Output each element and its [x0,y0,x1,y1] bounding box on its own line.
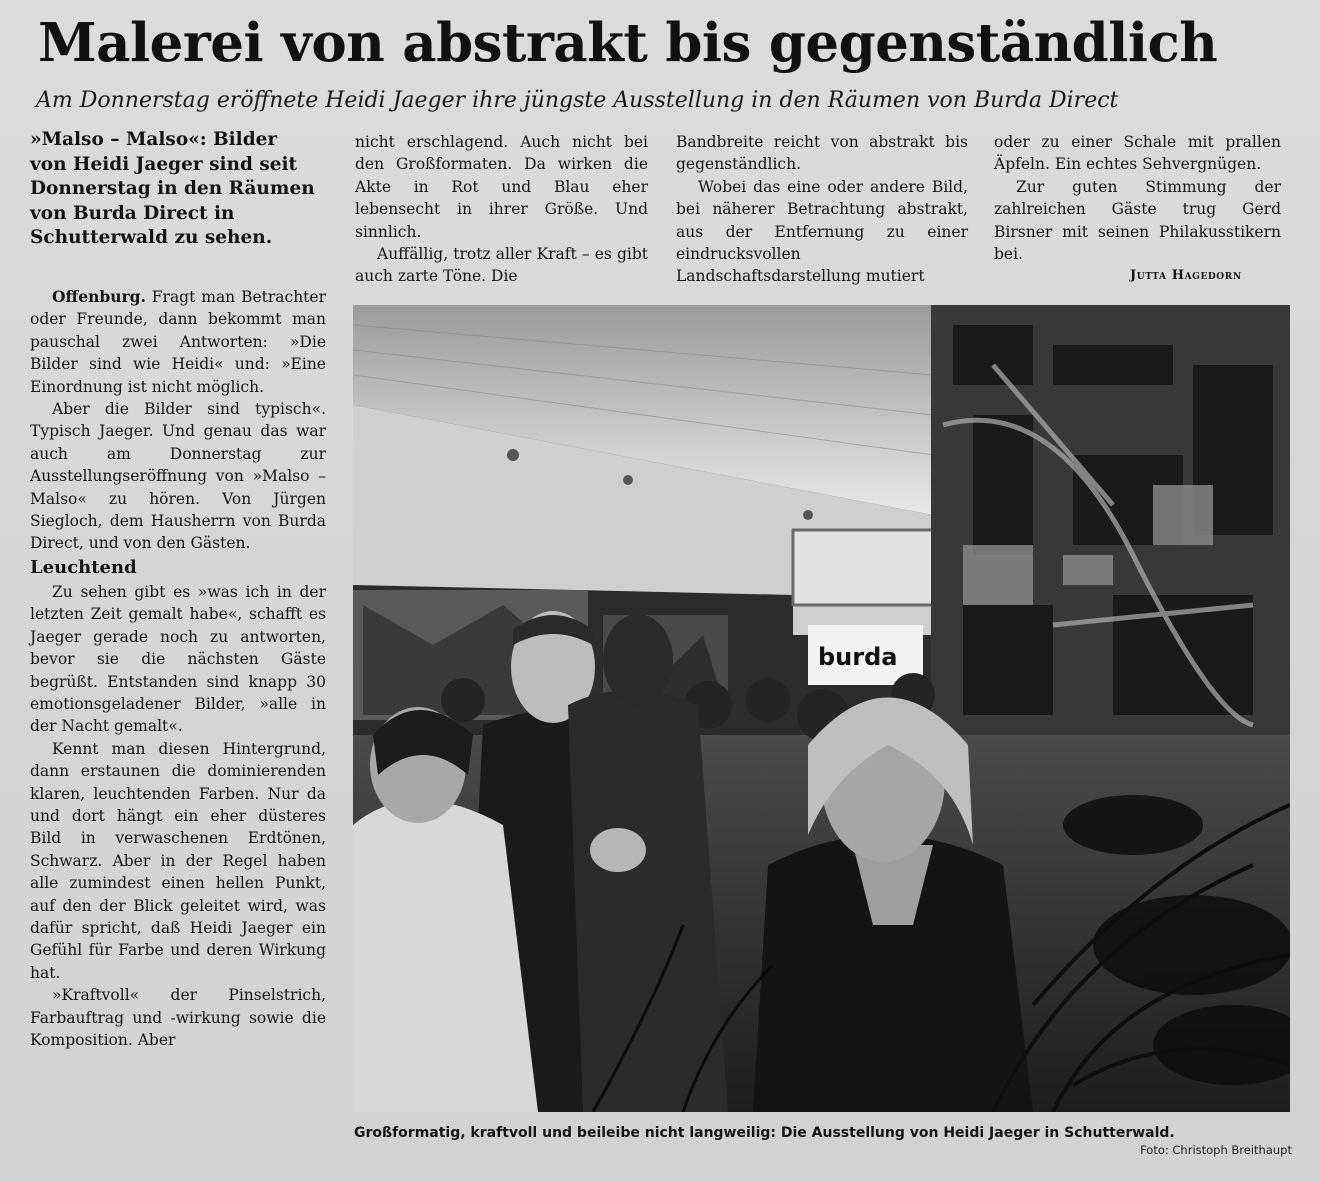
paragraph: Zu sehen gibt es »was ich in der letzten Zeit gemalt habe«, schafft es Jaeger gerade noch zu antworten, bevor sie die nächsten Gäste begrüßt. Entstanden sind knapp 30 emotionsgeladener Bilder, »alle in der Nacht gemalt«. [30,582,326,736]
paragraph-text: Fragt man Betrachter oder Freunde, dann bekommt man pauschal zwei Antworten: »Die Bilder sind wie Heidi« und: »Eine Einordnung ist nicht möglich. [30,288,326,396]
photo-caption: Großformatig, kraftvoll und beileibe nicht langweilig: Die Ausstellung von Heidi Jaeger in Schutterwald. [354,1125,1175,1141]
paragraph: Kennt man diesen Hintergrund, dann erstaunen die dominierenden klaren, leuchtenden Farben. Nur da und dort hängt ein eher düsteres Bild in verwaschenen Erdtönen, Schwarz. Aber in der Regel haben alle zumindest einen hellen Punkt, auf den der Blick geleitet wird, was dafür spricht, daß Heidi Jaeger ein Gefühl für Farbe und deren Wirkung hat. [30,739,326,982]
paragraph: Wobei das eine oder andere Bild, bei näherer Betrachtung abstrakt, aus der Entfernung zu einer eindrucksvollen Landschaftsdarstellung mutiert [676,177,968,286]
paragraph: nicht erschlagend. Auch nicht bei den Großformaten. Da wirken die Akte in Rot und Blau eher lebensecht in ihrer Größe. Und sinnlich. [355,133,648,241]
gallery-photo [353,305,1290,1112]
paragraph: Aber die Bilder sind typisch«. Typisch Jaeger. Und genau das war auch am Donnerstag zur Ausstellungseröffnung von »Malso – Malso« zu hören. Von Jürgen Siegloch, dem Hausherrn von Burda Direct, und von den Gästen. [30,400,326,553]
column-3 [676,131,968,288]
column-2 [355,131,648,288]
paragraph: Auffällig, trotz aller Kraft – es gibt auch zarte Töne. Die [355,245,648,286]
lead-paragraph: »Malso – Malso«: Bilder von Heidi Jaeger sind seit Donnerstag in den Räumen von Burda Direct in Schutterwald zu sehen. [30,129,315,248]
photo-illustration [353,305,1290,1112]
paragraph: oder zu einer Schale mit prallen Äpfeln. Ein echtes Sehvergnügen. [994,133,1281,174]
photo-credit: Foto: Christoph Breithaupt [1140,1143,1292,1157]
headline: Malerei von abstrakt bis gegenständlich [38,12,1218,74]
paragraph: Bandbreite reicht von abstrakt bis gegenständlich. [676,133,968,174]
subheadline: Am Donnerstag eröffnete Heidi Jaeger ihre jüngste Ausstellung in den Räumen von Burda Direct [36,88,1119,113]
burda-sign: burda [818,643,898,671]
paragraph: »Kraftvoll« der Pinselstrich, Farbauftrag und -wirkung sowie die Komposition. Aber [30,986,326,1049]
column-1 [30,286,326,1051]
section-subhead: Leuchtend [30,556,137,578]
dateline: Offenburg. [52,287,146,306]
column-4 [994,131,1281,265]
paragraph: Zur guten Stimmung der zahlreichen Gäste trug Gerd Birsner mit seinen Philakusstikern bei. [994,177,1281,264]
paragraph [30,286,326,398]
author-byline: Jutta Hagedorn [1130,268,1242,283]
